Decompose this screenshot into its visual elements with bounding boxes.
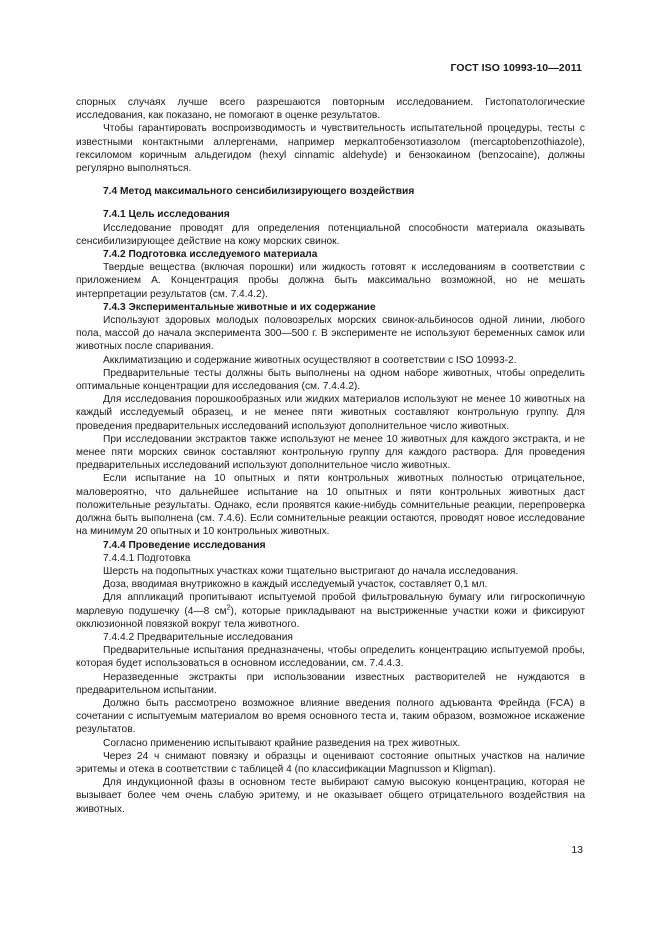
subsection-heading: 7.4.4 Проведение исследования [103,539,266,551]
paragraph: Для исследования порошкообразных или жидких материалов используют не менее 10 животных на каждый исследуемый образец, и не менее пяти животных составляют контрольную группу. Для проведения предварительных исследований используют дополнительное число животных. [76,394,585,432]
paragraph: Если испытание на 10 опытных и пяти контрольных животных полностью отрицательное, маловероятно, что дальнейшее испытание на 10 опытных и пяти контрольных животных даст положительные результаты. Однако, если проявятся какие-нибудь сомнительные реакции, перепроверка должна быть выполнена (см. 7.4.6). Если сомнительные реакции остаются, проводят новое исследование на минимум 20 опытных и 10 контрольных животных. [76,473,585,538]
paragraph-text: Для аппликаций пропитывают испытуемой пробой фильтровальную бумагу или гигроскопичную марлевую подушечку (4—8 см [76,592,585,617]
superscript: 2 [226,604,231,612]
paragraph: Для индукционной фазы в основном тесте выбирают самую высокую концентрацию, которая не вызывает более чем очень слабую эритему, и не оказывает общего отрицательного воздействия на животных. [76,777,585,815]
page-number: 13 [571,844,583,856]
paragraph: Доза, вводимая внутрикожно в каждый исследуемый участок, составляет 0,1 мл. [103,579,488,591]
paragraph-text: ), которые прикладывают на выстриженные участки кожи и фиксируют окклюзионной повязкой вокруг тела животного. [76,605,585,630]
section-heading: 7.4 Метод максимального сенсибилизирующего воздействия [103,186,415,198]
paragraph: Через 24 ч снимают повязку и образцы и оценивают состояние опытных участков на наличие эритемы и отека в соответствии с таблицей 4 (по классификации Magnusson и Kligman). [76,750,585,775]
subsection-heading: 7.4.2 Подготовка исследуемого материала [103,249,318,261]
paragraph: Неразведенные экстракты при использовании известных растворителей не нуждаются в предварительном испытании. [76,671,585,696]
subsection-heading: 7.4.1 Цель исследования [103,209,230,221]
paragraph: При исследовании экстрактов также используют не менее 10 животных для каждого экстракта, и не менее пяти морских свинок составляют контрольную группу для каждого раствора. Для проведения предварительных исследований используют дополнительное число животных. [76,433,585,472]
paragraph-continued: спорных случаях лучше всего разрешаются повторным исследованием. Гистопатологические исследования, как показано, не помогают в оценке результатов. [76,97,585,122]
paragraph: Шерсть на подопытных участках кожи тщательно выстригают до начала исследования. [103,565,519,577]
paragraph: Твердые вещества (включая порошки) или жидкость готовят к исследованиям в соответствии с приложением А. Концентрация пробы должна быть максимально возможной, но не мешать интерпретации результатов (см. 7.4.4.2). [76,262,585,300]
paragraph [76,591,585,631]
paragraph: Предварительные тесты должны быть выполнены на одном наборе животных, чтобы определить оптимальные концентрации для исследования (см. 7.4.4.2). [76,367,585,393]
paragraph: Должно быть рассмотрено возможное влияние введения полного адъюванта Фрейнда (FCA) в сочетании с испытуемым материалом во время основного теста и, таким образом, возможное искажение результатов. [76,697,585,736]
document-body [76,96,585,816]
paragraph: Исследование проводят для определения потенциальной способности материала оказывать сенсибилизирующее действие на кожу морских свинок. [76,222,585,247]
paragraph: Используют здоровых молодых половозрелых морских свинок-альбиносов одной линии, любого пола, массой до начала эксперимента 300—500 г. В эксперименте не используют беременных самок или животных после спаривания. [76,315,585,353]
subsection-heading: 7.4.3 Экспериментальные животные и их содержание [103,301,376,313]
document-header: ГОСТ ISO 10993-10—2011 [450,62,582,74]
paragraph: Чтобы гарантировать воспроизводимость и чувствительность испытательной процедуры, тесты с известными контактными аллергенами, например меркаптобензотиазолом (mercaptobenzothiazole), гексиломом коричным альдегидом (hexyl cinnamic aldehyde) и бензокаином (benzocaine), должны регулярно выполняться. [76,123,585,175]
paragraph: Акклиматизацию и содержание животных осуществляют в соответствии с ISO 10993-2. [103,354,517,366]
subsubsection-heading: 7.4.4.2 Предварительные исследования [103,631,293,643]
paragraph: Предварительные испытания предназначены, чтобы определить концентрацию испытуемой пробы, которая будет использоваться в основном исследовании, см. 7.4.4.3. [76,645,585,670]
paragraph: Согласно применению испытывают крайние разведения на трех животных. [103,737,461,749]
subsubsection-heading: 7.4.4.1 Подготовка [103,552,191,564]
